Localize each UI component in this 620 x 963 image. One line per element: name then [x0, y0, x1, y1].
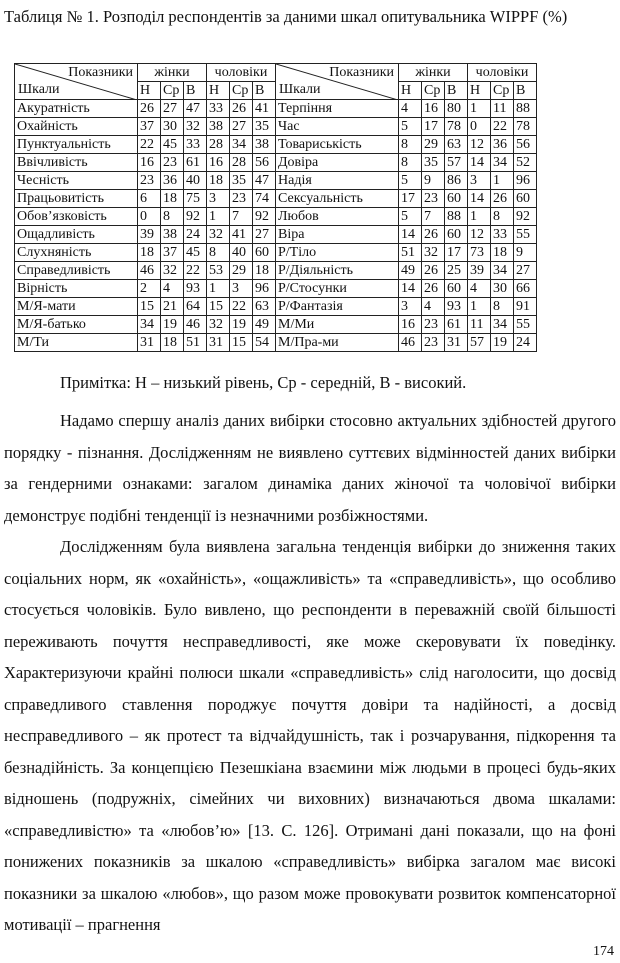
table-row: [15, 172, 537, 190]
value-cell: 74: [253, 190, 276, 208]
paragraph: Дослідженням була виявлена загальна тенденція вибірки до зниження таких соціальних норм, як «охайність», «ощажливість» та «справедливість», що особливо стосується чоловіків. Було вивлено, що респонденти в переважній своїй більшості переживають почуття несправедливості, яке може скеровувати їх поведінку. Характеризуючи крайні полюси шкали «справедливість» слід наголосити, що досвід справедливого ставлення породжує почуття довіри та надійності, а досвід несправедливого – як протест та відчайдушність, так і розчарування, підкорення та безнадійність. За концепцією Пезешкіана взаємини між людьми в процесі будь-яких відношень (подружніх, сімейних чи виховних) визначаються двома шкалами: «справедливістю» та «любов’ю» [13. С. 126]. Отримані дані показали, що на фоні понижених показників за шкалою «справедливість» вибірка загалом має високі показники за шкалою «любов», що разом може провокувати розвиток компенсаторної мотивації – прагнення: [4, 537, 616, 934]
value-cell: 92: [514, 208, 537, 226]
scale-name-cell: Акуратність: [15, 100, 138, 118]
value-cell: 31: [138, 334, 161, 352]
value-cell: 38: [253, 136, 276, 154]
subheader-cell: В: [184, 82, 207, 100]
value-cell: 38: [161, 226, 184, 244]
scale-name-cell: Слухняність: [15, 244, 138, 262]
value-cell: 32: [207, 226, 230, 244]
value-cell: 19: [161, 316, 184, 334]
table-row: [15, 118, 537, 136]
value-cell: 32: [422, 244, 445, 262]
value-cell: 39: [468, 262, 491, 280]
table-row: [15, 316, 537, 334]
value-cell: 23: [161, 154, 184, 172]
value-cell: 55: [514, 226, 537, 244]
value-cell: 32: [184, 118, 207, 136]
value-cell: 80: [445, 100, 468, 118]
value-cell: 1: [491, 172, 514, 190]
scale-name-cell: М/Я-батько: [15, 316, 138, 334]
value-cell: 23: [422, 334, 445, 352]
table-row: [15, 208, 537, 226]
value-cell: 28: [230, 154, 253, 172]
value-cell: 4: [422, 298, 445, 316]
header-male: чоловіки: [207, 64, 276, 82]
subheader-cell: Н: [207, 82, 230, 100]
value-cell: 78: [514, 118, 537, 136]
value-cell: 45: [184, 244, 207, 262]
scale-name-cell: Пунктуальність: [15, 136, 138, 154]
value-cell: 9: [514, 244, 537, 262]
value-cell: 22: [138, 136, 161, 154]
table-row: [15, 298, 537, 316]
value-cell: 15: [207, 298, 230, 316]
scale-name-cell: Працьовитість: [15, 190, 138, 208]
value-cell: 27: [230, 118, 253, 136]
subheader-cell: В: [445, 82, 468, 100]
value-cell: 57: [445, 154, 468, 172]
value-cell: 96: [253, 280, 276, 298]
value-cell: 19: [230, 316, 253, 334]
scale-name-cell: Р/Стосунки: [276, 280, 399, 298]
value-cell: 26: [138, 100, 161, 118]
scale-name-cell: Сексуальність: [276, 190, 399, 208]
value-cell: 16: [399, 316, 422, 334]
value-cell: 41: [253, 100, 276, 118]
value-cell: 24: [184, 226, 207, 244]
value-cell: 26: [230, 100, 253, 118]
value-cell: 6: [138, 190, 161, 208]
value-cell: 31: [445, 334, 468, 352]
value-cell: 45: [161, 136, 184, 154]
value-cell: 41: [230, 226, 253, 244]
value-cell: 3: [207, 190, 230, 208]
table-row: [15, 190, 537, 208]
value-cell: 15: [138, 298, 161, 316]
value-cell: 93: [445, 298, 468, 316]
value-cell: 60: [514, 190, 537, 208]
value-cell: 39: [138, 226, 161, 244]
value-cell: 1: [468, 208, 491, 226]
value-cell: 11: [491, 100, 514, 118]
value-cell: 34: [491, 262, 514, 280]
value-cell: 29: [230, 262, 253, 280]
value-cell: 29: [422, 136, 445, 154]
subheader-cell: Ср: [230, 82, 253, 100]
value-cell: 19: [491, 334, 514, 352]
value-cell: 46: [184, 316, 207, 334]
scale-name-cell: М/Я-мати: [15, 298, 138, 316]
value-cell: 53: [207, 262, 230, 280]
scale-name-cell: Надія: [276, 172, 399, 190]
value-cell: 60: [253, 244, 276, 262]
value-cell: 64: [184, 298, 207, 316]
value-cell: 47: [253, 172, 276, 190]
value-cell: 33: [184, 136, 207, 154]
value-cell: 30: [491, 280, 514, 298]
value-cell: 14: [468, 190, 491, 208]
value-cell: 18: [138, 244, 161, 262]
table-row: [15, 262, 537, 280]
value-cell: 16: [207, 154, 230, 172]
value-cell: 86: [445, 172, 468, 190]
value-cell: 63: [445, 136, 468, 154]
value-cell: 56: [253, 154, 276, 172]
table-row: [15, 334, 537, 352]
value-cell: 51: [184, 334, 207, 352]
value-cell: 66: [514, 280, 537, 298]
value-cell: 55: [514, 316, 537, 334]
value-cell: 16: [422, 100, 445, 118]
table-row: [15, 226, 537, 244]
value-cell: 14: [468, 154, 491, 172]
subheader-cell: Н: [399, 82, 422, 100]
value-cell: 36: [161, 172, 184, 190]
value-cell: 35: [422, 154, 445, 172]
table-row: [15, 136, 537, 154]
scale-name-cell: Справедливість: [15, 262, 138, 280]
scale-name-cell: Обов’язковість: [15, 208, 138, 226]
value-cell: 37: [161, 244, 184, 262]
value-cell: 14: [399, 280, 422, 298]
value-cell: 37: [138, 118, 161, 136]
value-cell: 61: [184, 154, 207, 172]
scale-name-cell: М/Пра-ми: [276, 334, 399, 352]
value-cell: 52: [514, 154, 537, 172]
value-cell: 3: [399, 298, 422, 316]
value-cell: 4: [399, 100, 422, 118]
value-cell: 17: [445, 244, 468, 262]
value-cell: 33: [207, 100, 230, 118]
header-row: [15, 64, 537, 82]
value-cell: 18: [161, 190, 184, 208]
value-cell: 23: [422, 316, 445, 334]
value-cell: 5: [399, 208, 422, 226]
value-cell: 38: [207, 118, 230, 136]
body-text: [4, 405, 616, 941]
scale-name-cell: Любов: [276, 208, 399, 226]
value-cell: 1: [468, 298, 491, 316]
scale-name-cell: Ввічливість: [15, 154, 138, 172]
value-cell: 17: [399, 190, 422, 208]
value-cell: 2: [138, 280, 161, 298]
header-indicators-label: Показники: [68, 65, 133, 80]
value-cell: 7: [230, 208, 253, 226]
value-cell: 60: [445, 226, 468, 244]
value-cell: 21: [161, 298, 184, 316]
value-cell: 93: [184, 280, 207, 298]
value-cell: 27: [161, 100, 184, 118]
value-cell: 32: [207, 316, 230, 334]
scale-name-cell: Час: [276, 118, 399, 136]
subheader-cell: Ср: [161, 82, 184, 100]
value-cell: 22: [184, 262, 207, 280]
value-cell: 26: [422, 226, 445, 244]
value-cell: 11: [468, 316, 491, 334]
subheader-cell: Н: [138, 82, 161, 100]
value-cell: 7: [422, 208, 445, 226]
value-cell: 49: [253, 316, 276, 334]
table-note: Примітка: Н – низький рівень, Ср - середній, В - високий.: [60, 373, 467, 392]
header-indicators-label: Показники: [329, 65, 394, 80]
value-cell: 1: [207, 208, 230, 226]
paragraph: Надамо спершу аналіз даних вибірки стосовно актуальних здібностей другого порядку - пізнання. Дослідженням не виявлено суттєвих відмінностей даних вибірки за гендерними ознаками: загалом динаміка даних жіночої та чоловічої вибірки демонструє подібні тенденції із незначними розбіжностями.: [4, 411, 616, 525]
value-cell: 60: [445, 190, 468, 208]
value-cell: 40: [184, 172, 207, 190]
value-cell: 23: [138, 172, 161, 190]
table-row: [15, 154, 537, 172]
value-cell: 9: [422, 172, 445, 190]
value-cell: 56: [514, 136, 537, 154]
value-cell: 31: [207, 334, 230, 352]
value-cell: 61: [445, 316, 468, 334]
value-cell: 15: [230, 334, 253, 352]
value-cell: 34: [491, 154, 514, 172]
scale-name-cell: Чесність: [15, 172, 138, 190]
header-scales-label: Шкали: [279, 82, 321, 97]
value-cell: 23: [230, 190, 253, 208]
value-cell: 4: [161, 280, 184, 298]
header-diagonal-cell: [276, 64, 399, 100]
header-female: жінки: [399, 64, 468, 82]
value-cell: 0: [138, 208, 161, 226]
subheader-cell: Ср: [422, 82, 445, 100]
value-cell: 60: [445, 280, 468, 298]
scale-name-cell: Терпіння: [276, 100, 399, 118]
value-cell: 8: [491, 298, 514, 316]
scale-name-cell: Р/Фантазія: [276, 298, 399, 316]
value-cell: 24: [514, 334, 537, 352]
subheader-cell: Ср: [491, 82, 514, 100]
value-cell: 18: [253, 262, 276, 280]
value-cell: 8: [161, 208, 184, 226]
results-table: [14, 63, 537, 352]
value-cell: 18: [207, 172, 230, 190]
value-cell: 5: [399, 172, 422, 190]
scale-name-cell: М/Ти: [15, 334, 138, 352]
value-cell: 3: [230, 280, 253, 298]
value-cell: 28: [207, 136, 230, 154]
scale-name-cell: Р/Діяльність: [276, 262, 399, 280]
table-row: [15, 100, 537, 118]
value-cell: 92: [253, 208, 276, 226]
scale-name-cell: Ощадливість: [15, 226, 138, 244]
value-cell: 91: [514, 298, 537, 316]
value-cell: 4: [468, 280, 491, 298]
value-cell: 1: [207, 280, 230, 298]
value-cell: 35: [230, 172, 253, 190]
value-cell: 27: [253, 226, 276, 244]
subheader-cell: Н: [468, 82, 491, 100]
value-cell: 34: [138, 316, 161, 334]
value-cell: 5: [399, 118, 422, 136]
value-cell: 1: [468, 100, 491, 118]
scale-name-cell: Товариськість: [276, 136, 399, 154]
value-cell: 75: [184, 190, 207, 208]
value-cell: 16: [138, 154, 161, 172]
value-cell: 8: [491, 208, 514, 226]
value-cell: 47: [184, 100, 207, 118]
value-cell: 12: [468, 226, 491, 244]
value-cell: 30: [161, 118, 184, 136]
value-cell: 35: [253, 118, 276, 136]
table-row: [15, 280, 537, 298]
results-table-container: [14, 63, 537, 352]
value-cell: 51: [399, 244, 422, 262]
value-cell: 54: [253, 334, 276, 352]
value-cell: 33: [491, 226, 514, 244]
subheader-cell: В: [253, 82, 276, 100]
value-cell: 17: [422, 118, 445, 136]
value-cell: 3: [468, 172, 491, 190]
value-cell: 88: [514, 100, 537, 118]
value-cell: 0: [468, 118, 491, 136]
value-cell: 18: [161, 334, 184, 352]
value-cell: 8: [399, 136, 422, 154]
scale-name-cell: Довіра: [276, 154, 399, 172]
scale-name-cell: Охайність: [15, 118, 138, 136]
table-row: [15, 244, 537, 262]
scale-name-cell: М/Ми: [276, 316, 399, 334]
value-cell: 36: [491, 136, 514, 154]
scale-name-cell: Вірність: [15, 280, 138, 298]
value-cell: 32: [161, 262, 184, 280]
value-cell: 96: [514, 172, 537, 190]
value-cell: 34: [491, 316, 514, 334]
value-cell: 63: [253, 298, 276, 316]
header-male: чоловіки: [468, 64, 537, 82]
value-cell: 8: [207, 244, 230, 262]
scale-name-cell: Віра: [276, 226, 399, 244]
value-cell: 46: [138, 262, 161, 280]
value-cell: 26: [422, 280, 445, 298]
value-cell: 78: [445, 118, 468, 136]
value-cell: 22: [230, 298, 253, 316]
value-cell: 57: [468, 334, 491, 352]
subheader-cell: В: [514, 82, 537, 100]
value-cell: 88: [445, 208, 468, 226]
value-cell: 46: [399, 334, 422, 352]
scale-name-cell: Р/Тіло: [276, 244, 399, 262]
value-cell: 40: [230, 244, 253, 262]
value-cell: 26: [491, 190, 514, 208]
value-cell: 12: [468, 136, 491, 154]
page-number: 174: [593, 944, 614, 959]
table-caption: Таблиця № 1. Розподіл респондентів за даними шкал опитувальника WIPPF (%): [4, 7, 568, 26]
value-cell: 73: [468, 244, 491, 262]
value-cell: 14: [399, 226, 422, 244]
value-cell: 27: [514, 262, 537, 280]
header-diagonal-cell: [15, 64, 138, 100]
value-cell: 26: [422, 262, 445, 280]
value-cell: 22: [491, 118, 514, 136]
value-cell: 34: [230, 136, 253, 154]
value-cell: 18: [491, 244, 514, 262]
value-cell: 49: [399, 262, 422, 280]
header-scales-label: Шкали: [18, 82, 60, 97]
value-cell: 25: [445, 262, 468, 280]
header-female: жінки: [138, 64, 207, 82]
value-cell: 23: [422, 190, 445, 208]
value-cell: 92: [184, 208, 207, 226]
value-cell: 8: [399, 154, 422, 172]
